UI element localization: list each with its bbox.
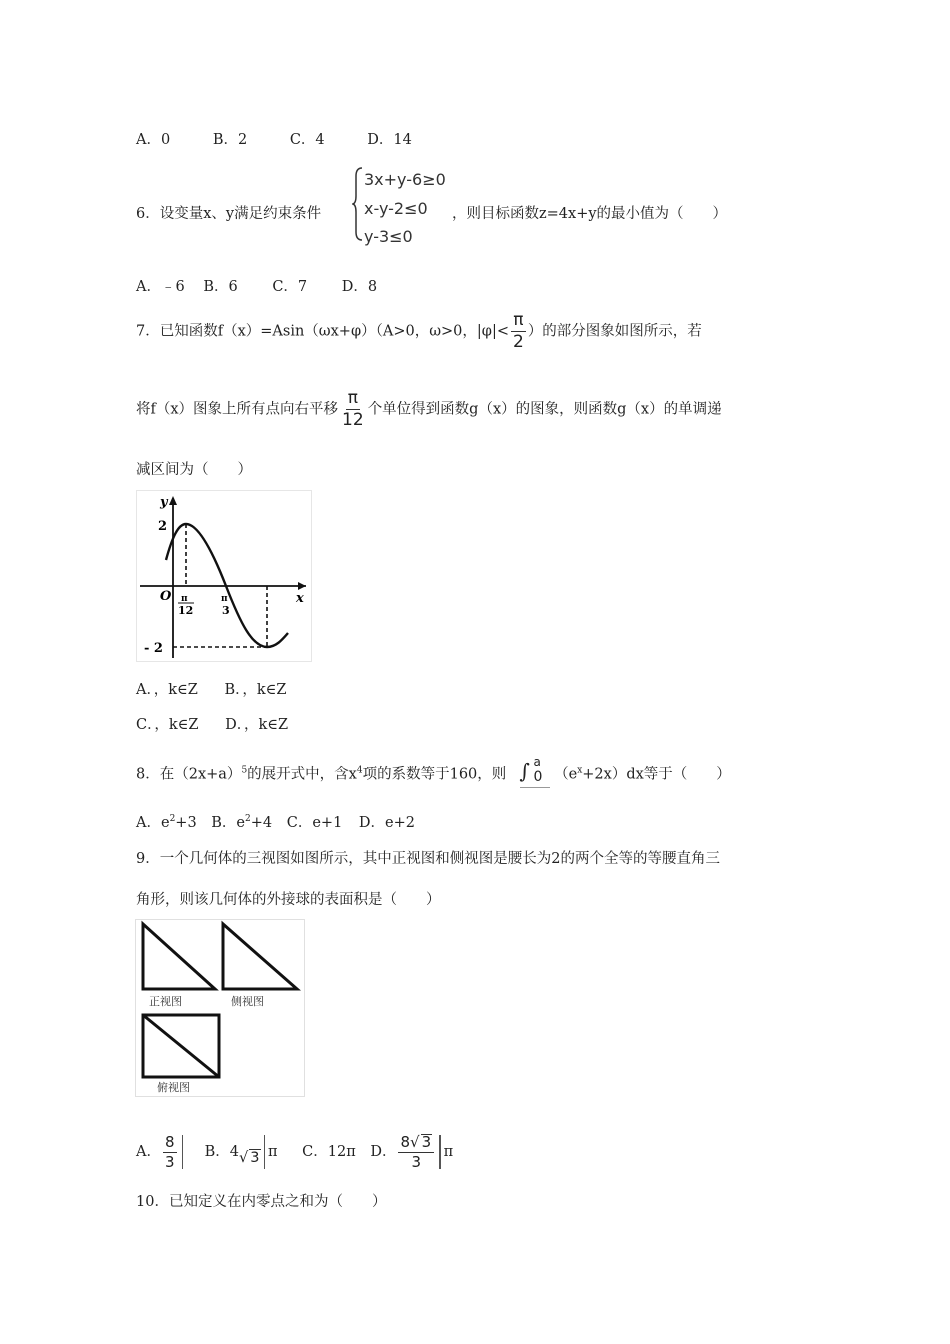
q7-frac2-den: 12: [342, 410, 364, 430]
q9-opt-a-den: 3: [164, 1152, 175, 1171]
q8-mid2: 项的系数等于160，则: [362, 766, 507, 783]
q7-tick2-num: π: [221, 594, 228, 604]
q7-line1-prefix: 7．已知函数f（x）=Asin（ωx+φ）（A>0，ω>0，|φ|<: [136, 323, 509, 340]
q6-options: [136, 275, 377, 296]
q7-line2-suffix: 个单位得到函数g（x）的图象，则函数g（x）的单调递: [367, 401, 722, 418]
q9-options: [136, 1134, 453, 1170]
q8-option-d: D．e+2: [358, 815, 416, 831]
q7-y-max-label: 2: [158, 519, 168, 534]
q8-exp5: 5: [241, 765, 248, 776]
q5-options: [136, 128, 412, 149]
q5-option-b: B．2: [212, 132, 248, 148]
q7-frac2-num: π: [347, 388, 358, 408]
q8-options: [136, 811, 415, 832]
q9-option-d-label: D．: [370, 1144, 397, 1160]
q6-stem-suffix: ，则目标函数z=4x+y的最小值为（ ）: [452, 206, 728, 222]
q9-opt-d-den: 3: [411, 1153, 422, 1171]
q8-option-b: [211, 815, 272, 831]
q7-options-row1: [136, 678, 286, 699]
q9-bar-b: [264, 1135, 266, 1169]
q5-option-d: D．14: [367, 132, 412, 148]
q9-option-b-label: B．4: [204, 1144, 240, 1160]
q7-y-min-label: - 2: [144, 641, 163, 656]
q9-front-view-triangle: [143, 924, 215, 989]
q7-frac1-num: π: [513, 310, 524, 330]
q8-opt-a-exp: 2: [169, 814, 176, 825]
q7-line2: [136, 390, 722, 429]
q7-y-label: y: [160, 495, 168, 510]
q7-frac1-den: 2: [512, 332, 524, 352]
q9-three-views: [135, 919, 305, 1097]
q6-option-b: B．6: [203, 279, 238, 295]
q9-opt-d-radicand: 3: [421, 1133, 432, 1151]
q9-opt-d-num: 8√ 3: [398, 1134, 434, 1153]
q6-option-c: C．7: [272, 279, 308, 295]
q8-stem: [136, 755, 731, 788]
q8-integral-sign: ∫: [519, 759, 530, 783]
q6-prefix-text: 6．设变量x、y满足约束条件: [136, 206, 322, 222]
q9-top-view-diagonal: [143, 1015, 219, 1077]
q6-constraint-2: x-y-2≤0: [364, 199, 428, 218]
q7-x-label: x: [296, 591, 304, 606]
q9-opt-d-suffix: π: [443, 1144, 454, 1160]
q7-line1: [136, 312, 702, 351]
q7-tick1-num: π: [181, 594, 188, 604]
q7-line1-suffix: ）的部分图象如图所示，若: [527, 323, 702, 340]
q9-bar-d: [439, 1135, 441, 1169]
q9-opt-a-num: 8: [164, 1132, 175, 1151]
q5-option-c: C．4: [289, 132, 325, 148]
q7-origin-label: O: [160, 589, 172, 604]
q9-option-b-sqrt: √ 3: [239, 1150, 260, 1166]
q8-exp4: 4: [356, 765, 363, 776]
q6-brace-icon: [352, 166, 364, 242]
q8-prefix: 8．在（2x+a）: [136, 766, 242, 783]
q6-constraint-1: 3x+y-6≥0: [364, 170, 446, 189]
q8-integral: [519, 755, 550, 788]
q9-option-a-label: A．: [136, 1144, 161, 1160]
q8-upper-limit: a: [533, 755, 541, 769]
q7-tick2-den: 3: [222, 604, 230, 617]
q9-side-view-triangle: [223, 924, 297, 989]
q7-option-c: C．，k∈Z: [136, 717, 199, 733]
q8-integrand-exp: x: [577, 765, 583, 776]
q7-sine-graph: [136, 490, 312, 662]
q9-opt-d-coef: 8: [400, 1133, 411, 1151]
q7-tick1-den: 12: [178, 604, 194, 617]
q6-stem-prefix: [136, 202, 321, 223]
q9-bar-a: [182, 1135, 184, 1169]
q6-constraint-3: y-3≤0: [364, 227, 413, 246]
q6-option-d: D．8: [341, 279, 378, 295]
q8-integrand-suffix: +2x）dx等于（ ）: [582, 766, 731, 783]
q7-line2-prefix: 将f（x）图象上所有点向右平移: [136, 401, 339, 418]
q8-integrand-prefix: （e: [554, 766, 578, 783]
q7-y-arrow-icon: [169, 496, 177, 505]
q10-stem: 10．已知定义在内零点之和为（ ）: [136, 1194, 387, 1210]
q8-option-a: [136, 815, 197, 831]
q5-option-a: A．0: [136, 132, 171, 148]
q7-frac-pi-over-2: [511, 312, 526, 351]
q6-option-a: A．﹣6: [136, 279, 185, 295]
q9-option-c: C．12π: [302, 1144, 356, 1160]
q8-opt-b-rest: +4: [250, 815, 273, 831]
q9-option-d-frac: [398, 1134, 434, 1170]
q8-mid: 的展开式中，含x: [247, 766, 357, 783]
q7-options-row2: [136, 713, 288, 734]
q8-opt-b-exp: 2: [245, 814, 251, 825]
q9-opt-b-suffix: π: [268, 1144, 278, 1160]
q7-x-arrow-icon: [298, 582, 306, 590]
q9-front-view-label: 正视图: [149, 995, 182, 1008]
q9-line2: 角形，则该几何体的外接球的表面积是（ ）: [136, 892, 441, 908]
q9-side-view-label: 侧视图: [231, 995, 264, 1008]
q8-lower-limit: 0: [533, 769, 543, 785]
q7-option-b: B．，k∈Z: [224, 682, 287, 698]
q9-line1: 9．一个几何体的三视图如图所示，其中正视图和侧视图是腰长为2的两个全等的等腰直角三: [136, 851, 720, 867]
q7-frac-pi-over-12: [340, 390, 366, 429]
q8-option-c: C．e+1: [286, 815, 343, 831]
q8-opt-a-label: A．e: [136, 815, 170, 831]
q9-opt-b-radicand: 3: [250, 1150, 260, 1166]
q9-option-a-frac: [163, 1132, 177, 1171]
q8-opt-b-label: B．e: [211, 815, 246, 831]
q7-line3: 减区间为（ ）: [136, 462, 252, 478]
q9-top-view-label: 俯视图: [157, 1081, 190, 1094]
q7-option-a: A．，k∈Z: [136, 682, 198, 698]
q8-opt-a-rest: +3: [175, 815, 197, 831]
q7-option-d: D．，k∈Z: [225, 717, 289, 733]
